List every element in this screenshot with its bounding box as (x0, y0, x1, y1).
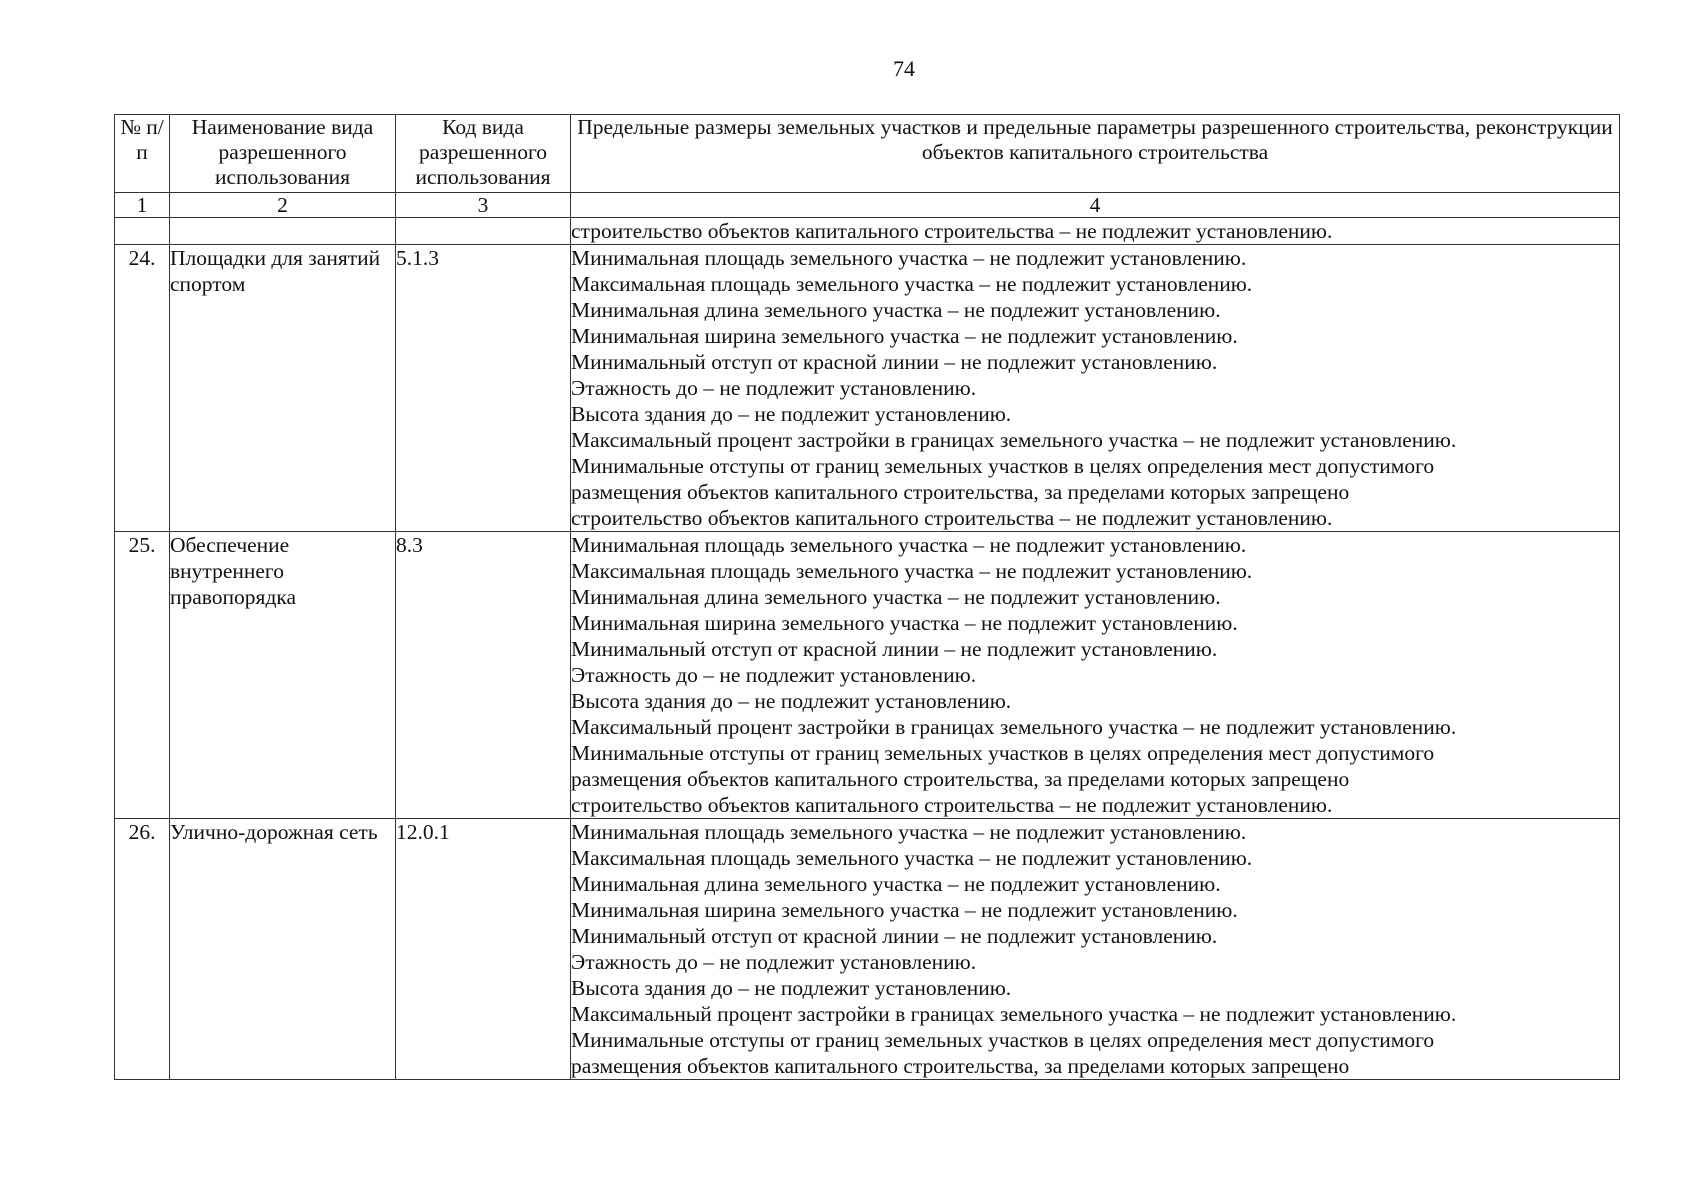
parameter-line: Минимальная площадь земельного участка – не подлежит установлению. (571, 246, 1247, 270)
parameter-line: Минимальная длина земельного участка – не подлежит установлению. (571, 585, 1221, 609)
row-parameters (571, 245, 1620, 532)
row-parameters (571, 532, 1620, 819)
column-number: 1 (115, 193, 170, 218)
row-use-name: Обеспечение внутреннего правопорядка (170, 532, 396, 819)
parameter-line: Минимальная ширина земельного участка – не подлежит установлению. (571, 898, 1238, 922)
parameter-line: строительство объектов капитального строительства – не подлежит установлению. (571, 506, 1333, 530)
row-number (115, 218, 170, 245)
parameter-line: Максимальный процент застройки в границах земельного участка – не подлежит установлению. (571, 428, 1457, 452)
parameter-line: Высота здания до – не подлежит установлению. (571, 402, 1012, 426)
parameter-line: Максимальный процент застройки в границах земельного участка – не подлежит установлению. (571, 715, 1457, 739)
parameter-line: Минимальная ширина земельного участка – не подлежит установлению. (571, 324, 1238, 348)
header-number: № п/п (115, 115, 170, 193)
parameter-line: Максимальная площадь земельного участка – не подлежит установлению. (571, 559, 1253, 583)
column-number: 3 (396, 193, 571, 218)
parameter-line: Минимальная длина земельного участка – не подлежит установлению. (571, 872, 1221, 896)
parameter-line: размещения объектов капитального строительства, за пределами которых запрещено (571, 767, 1350, 791)
parameter-line: Максимальная площадь земельного участка – не подлежит установлению. (571, 272, 1253, 296)
row-number: 25. (115, 532, 170, 819)
column-number: 4 (571, 193, 1620, 218)
parameter-line: строительство объектов капитального строительства – не подлежит установлению. (571, 219, 1333, 243)
parameter-line: размещения объектов капитального строительства, за пределами которых запрещено (571, 1054, 1350, 1078)
row-use-name: Улично-дорожная сеть (170, 819, 396, 1080)
parameter-line: Минимальные отступы от границ земельных участков в целях определения мест допустимого (571, 1028, 1435, 1052)
column-number: 2 (170, 193, 396, 218)
parameter-line: Минимальный отступ от красной линии – не подлежит установлению. (571, 637, 1218, 661)
page-number: 74 (893, 56, 915, 81)
parameter-line: Минимальные отступы от границ земельных участков в целях определения мест допустимого (571, 741, 1435, 765)
row-use-code (396, 218, 571, 245)
table-header (115, 115, 1620, 218)
header-parameters: Предельные размеры земельных участков и предельные параметры разрешенного строительства, реконструкции объектов капитального строительства (571, 115, 1620, 193)
parameter-line: Минимальный отступ от красной линии – не подлежит установлению. (571, 924, 1218, 948)
parameter-line: Этажность до – не подлежит установлению. (571, 663, 977, 687)
parameter-line: Минимальная длина земельного участка – не подлежит установлению. (571, 298, 1221, 322)
row-number: 24. (115, 245, 170, 532)
column-number-row (115, 193, 1620, 218)
parameter-line: Минимальная площадь земельного участка – не подлежит установлению. (571, 533, 1247, 557)
table-row (115, 819, 1620, 1080)
row-parameters (571, 218, 1620, 245)
land-use-regulations-table (114, 114, 1620, 1080)
row-use-code: 5.1.3 (396, 245, 571, 532)
table-row (115, 532, 1620, 819)
row-use-code: 12.0.1 (396, 819, 571, 1080)
parameter-line: размещения объектов капитального строительства, за пределами которых запрещено (571, 480, 1350, 504)
table-row-continuation (115, 218, 1620, 245)
parameter-line: Высота здания до – не подлежит установлению. (571, 976, 1012, 1000)
table-row (115, 245, 1620, 532)
parameter-line: Высота здания до – не подлежит установлению. (571, 689, 1012, 713)
parameter-line: Минимальная площадь земельного участка – не подлежит установлению. (571, 820, 1247, 844)
parameter-line: Максимальный процент застройки в границах земельного участка – не подлежит установлению. (571, 1002, 1457, 1026)
header-use-code: Код вида разрешенного использования (396, 115, 571, 193)
parameter-line: Этажность до – не подлежит установлению. (571, 950, 977, 974)
parameter-line: Этажность до – не подлежит установлению. (571, 376, 977, 400)
parameter-line: Минимальные отступы от границ земельных участков в целях определения мест допустимого (571, 454, 1435, 478)
row-number: 26. (115, 819, 170, 1080)
parameter-line: строительство объектов капитального строительства – не подлежит установлению. (571, 793, 1333, 817)
header-use-name: Наименование вида разрешенного использования (170, 115, 396, 193)
row-use-name: Площадки для занятий спортом (170, 245, 396, 532)
row-use-name (170, 218, 396, 245)
row-parameters (571, 819, 1620, 1080)
parameter-line: Максимальная площадь земельного участка – не подлежит установлению. (571, 846, 1253, 870)
parameter-line: Минимальный отступ от красной линии – не подлежит установлению. (571, 350, 1218, 374)
parameter-line: Минимальная ширина земельного участка – не подлежит установлению. (571, 611, 1238, 635)
row-use-code: 8.3 (396, 532, 571, 819)
